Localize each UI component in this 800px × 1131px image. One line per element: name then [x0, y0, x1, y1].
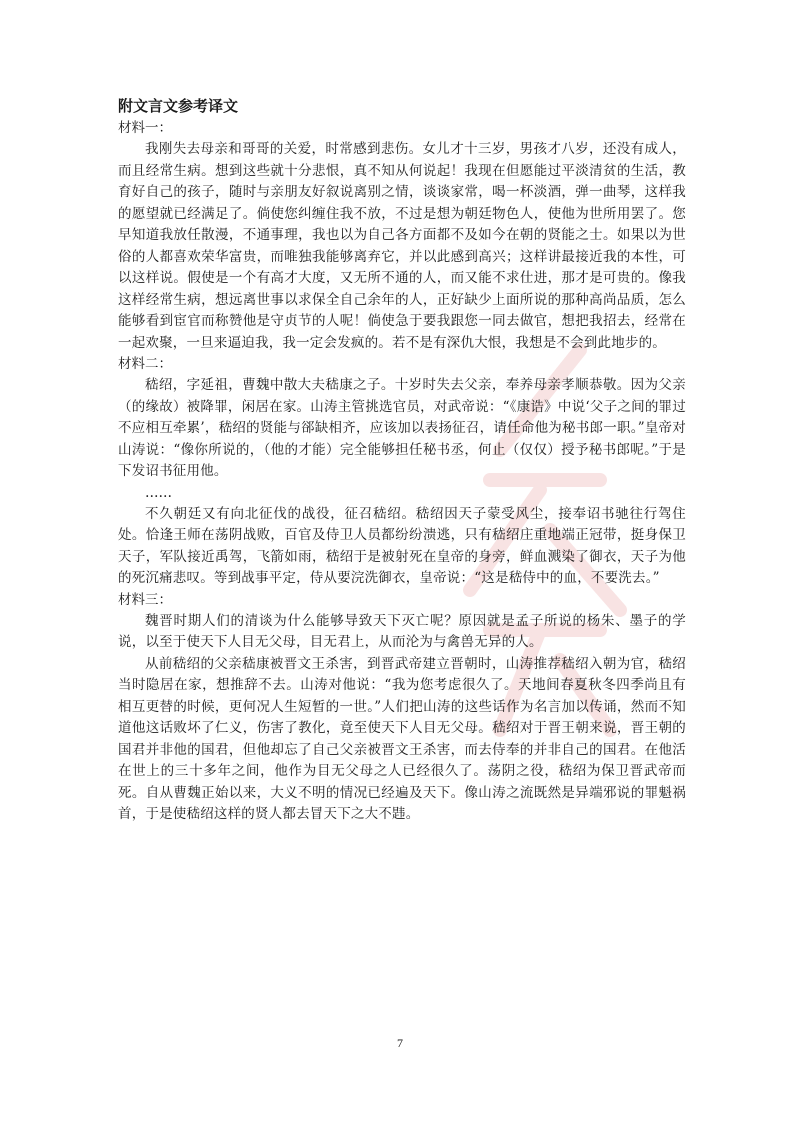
section-2-paragraph: 嵇绍，字延祖，曹魏中散大夫嵇康之子。十岁时失去父亲，奉养母亲孝顺恭敬。因为父亲（的缘故）被降罪，闲居在家。山涛主管挑选官员，对武帝说：“《康诰》中说‘父子之间的罪过不应相互牵累’，嵇绍的贤能与郤缺相齐，应该加以表扬征召，请任命他为秘书郎一职。”皇帝对山涛说：“像你所说的，（他的才能）完全能够担任秘书丞，何止（仅仅）授予秘书郎呢。”于是下发诏书征用他。 [118, 377, 686, 479]
section-3-paragraph-1: 魏晋时期人们的清谈为什么能够导致天下灭亡呢？原因就是孟子所说的杨朱、墨子的学说，以至于使天下人目无父母，目无君上，从而沦为与禽兽无异的人。 [118, 612, 686, 650]
section-2-paragraph-after: 不久朝廷又有向北征伐的战役，征召嵇绍。嵇绍因天子蒙受风尘，接奉诏书驰往行驾住处。恰逢王师在荡阴战败，百官及侍卫人员都纷纷溃逃，只有嵇绍庄重地端正冠带，挺身保卫天子，军队接近禹驾，飞箭如雨，嵇绍于是被射死在皇帝的身旁，鲜血溅染了御衣，天子为他的死沉痛悲叹。等到战事平定，侍从要浣洗御衣，皇帝说：“这是嵇侍中的血，不要洗去。” [118, 505, 686, 586]
section-1-paragraph: 我刚失去母亲和哥哥的关爱，时常感到悲伤。女儿才十三岁，男孩才八岁，还没有成人，而且经常生病。想到这些就十分悲恨，真不知从何说起！我现在但愿能过平淡清贫的生活，教育好自己的孩子，随时与亲朋友好叙说离别之情，谈谈家常，喝一杯淡酒，弹一曲琴，这样我的愿望就已经满足了。倘使您纠缠住我不放，不过是想为朝廷物色人，使他为世所用罢了。您早知道我放任散漫，不通事理，我也以为自己各方面都不及如今在朝的贤能之士。如果以为世俗的人都喜欢荣华富贵，而唯独我能够离弃它，并以此感到高兴；这样讲最接近我的本性，可以这样说。假使是一个有高才大度，又无所不通的人，而又能不求仕进，那才是可贵的。像我这样经常生病，想远离世事以求保全自己余年的人，正好缺少上面所说的那种高尚品质，怎么能够看到宦官而称赞他是守贞节的人呢！倘使急于要我跟您一同去做官，想把我招去，经常在一起欢聚，一旦来逼迫我，我一定会发疯的。若不是有深仇大恨，我想是不会到此地步的。 [118, 141, 686, 351]
page-number: 7 [397, 1036, 403, 1050]
section-label-1: 材料一： [118, 120, 172, 136]
section-label-2: 材料二： [118, 356, 172, 372]
section-3-paragraph-2: 从前嵇绍的父亲嵇康被晋文王杀害，到晋武帝建立晋朝时，山涛推荐嵇绍入朝为官，嵇绍当时隐居在家，想推辞不去。山涛对他说：“我为您考虑很久了。天地间春夏秋冬四季尚且有相互更替的时候，更何况人生短暂的一世。”人们把山涛的这些话作为名言加以传诵，然而不知道他这话败坏了仁义，伤害了教化，竟至使天下人目无父母。嵇绍对于晋王朝来说，晋王朝的国君并非他的国君，但他却忘了自己父亲被晋文王杀害，而去侍奉的并非自己的国君。在他活在世上的三十多年之间，他作为目无父母之人已经很久了。荡阴之役，嵇绍为保卫晋武帝而死。自从曹魏正始以来，大义不明的情况已经遍及天下。像山涛之流既然是异端邪说的罪魁祸首，于是使嵇绍这样的贤人都去冒天下之大不韪。 [118, 655, 686, 822]
section-2-ellipsis: …… [145, 484, 172, 501]
document-title: 附文言文参考译文 [118, 97, 239, 115]
document-body [118, 96, 686, 826]
section-label-3: 材料三： [118, 591, 172, 608]
